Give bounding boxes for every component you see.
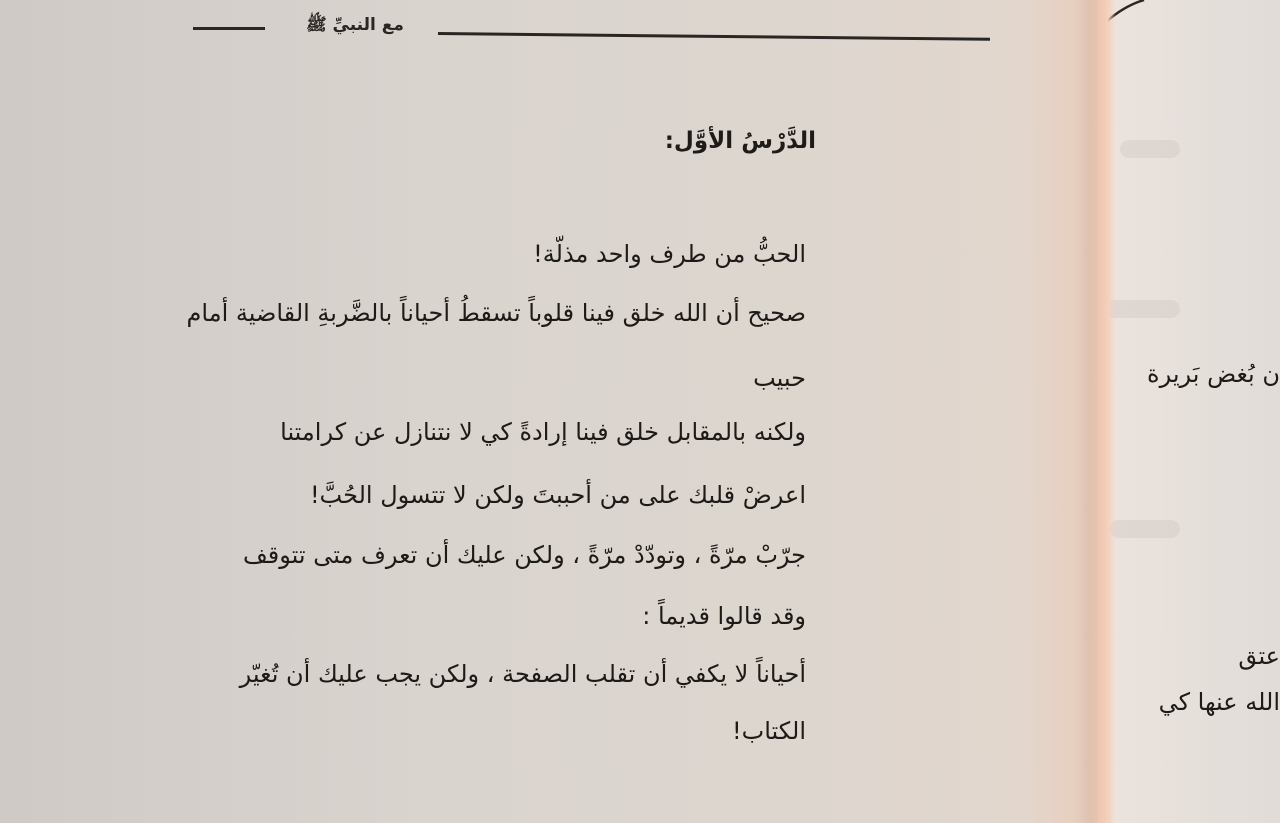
adjacent-fragment-2: عتق: [1238, 642, 1280, 670]
body-line-9: الكتاب!: [731, 717, 806, 745]
show-through-mark: [1110, 520, 1180, 538]
body-line-3: حبيب: [753, 364, 806, 392]
body-line-7: وقد قالوا قديماً :: [642, 602, 806, 630]
running-head: مع النبيِّ ﷺ: [306, 15, 404, 35]
body-line-4: ولكنه بالمقابل خلق فينا إرادةً كي لا نتنازل عن كرامتنا: [280, 418, 806, 446]
body-line-5: اعرضْ قلبك على من أحببتَ ولكن لا تتسول الحُبَّ!: [309, 481, 806, 509]
lesson-title: الدَّرْسُ الأوَّل:: [664, 128, 816, 154]
body-line-6: جرّبْ مرّةً ، وتودّدْ مرّةً ، ولكن عليك أن تعرف متى تتوقف: [242, 541, 806, 569]
show-through-mark: [1120, 140, 1180, 158]
book-gutter-shadow: [1088, 0, 1116, 823]
header-rule-right: [438, 32, 990, 41]
right-page: [1100, 0, 1280, 823]
adjacent-fragment-1: ن بُغض بَريرة: [1147, 360, 1280, 388]
adjacent-fragment-3: الله عنها كي: [1158, 688, 1280, 716]
body-line-2: صحيح أن الله خلق فينا قلوباً تسقطُ أحياناً بالضَّربةِ القاضية أمام: [186, 299, 806, 327]
body-line-8: أحياناً لا يكفي أن تقلب الصفحة ، ولكن يجب عليك أن تُغيّر: [239, 660, 806, 688]
body-line-1: الحبُّ من طرف واحد مذلّة!: [533, 240, 806, 268]
header-rule-left: [193, 27, 265, 30]
